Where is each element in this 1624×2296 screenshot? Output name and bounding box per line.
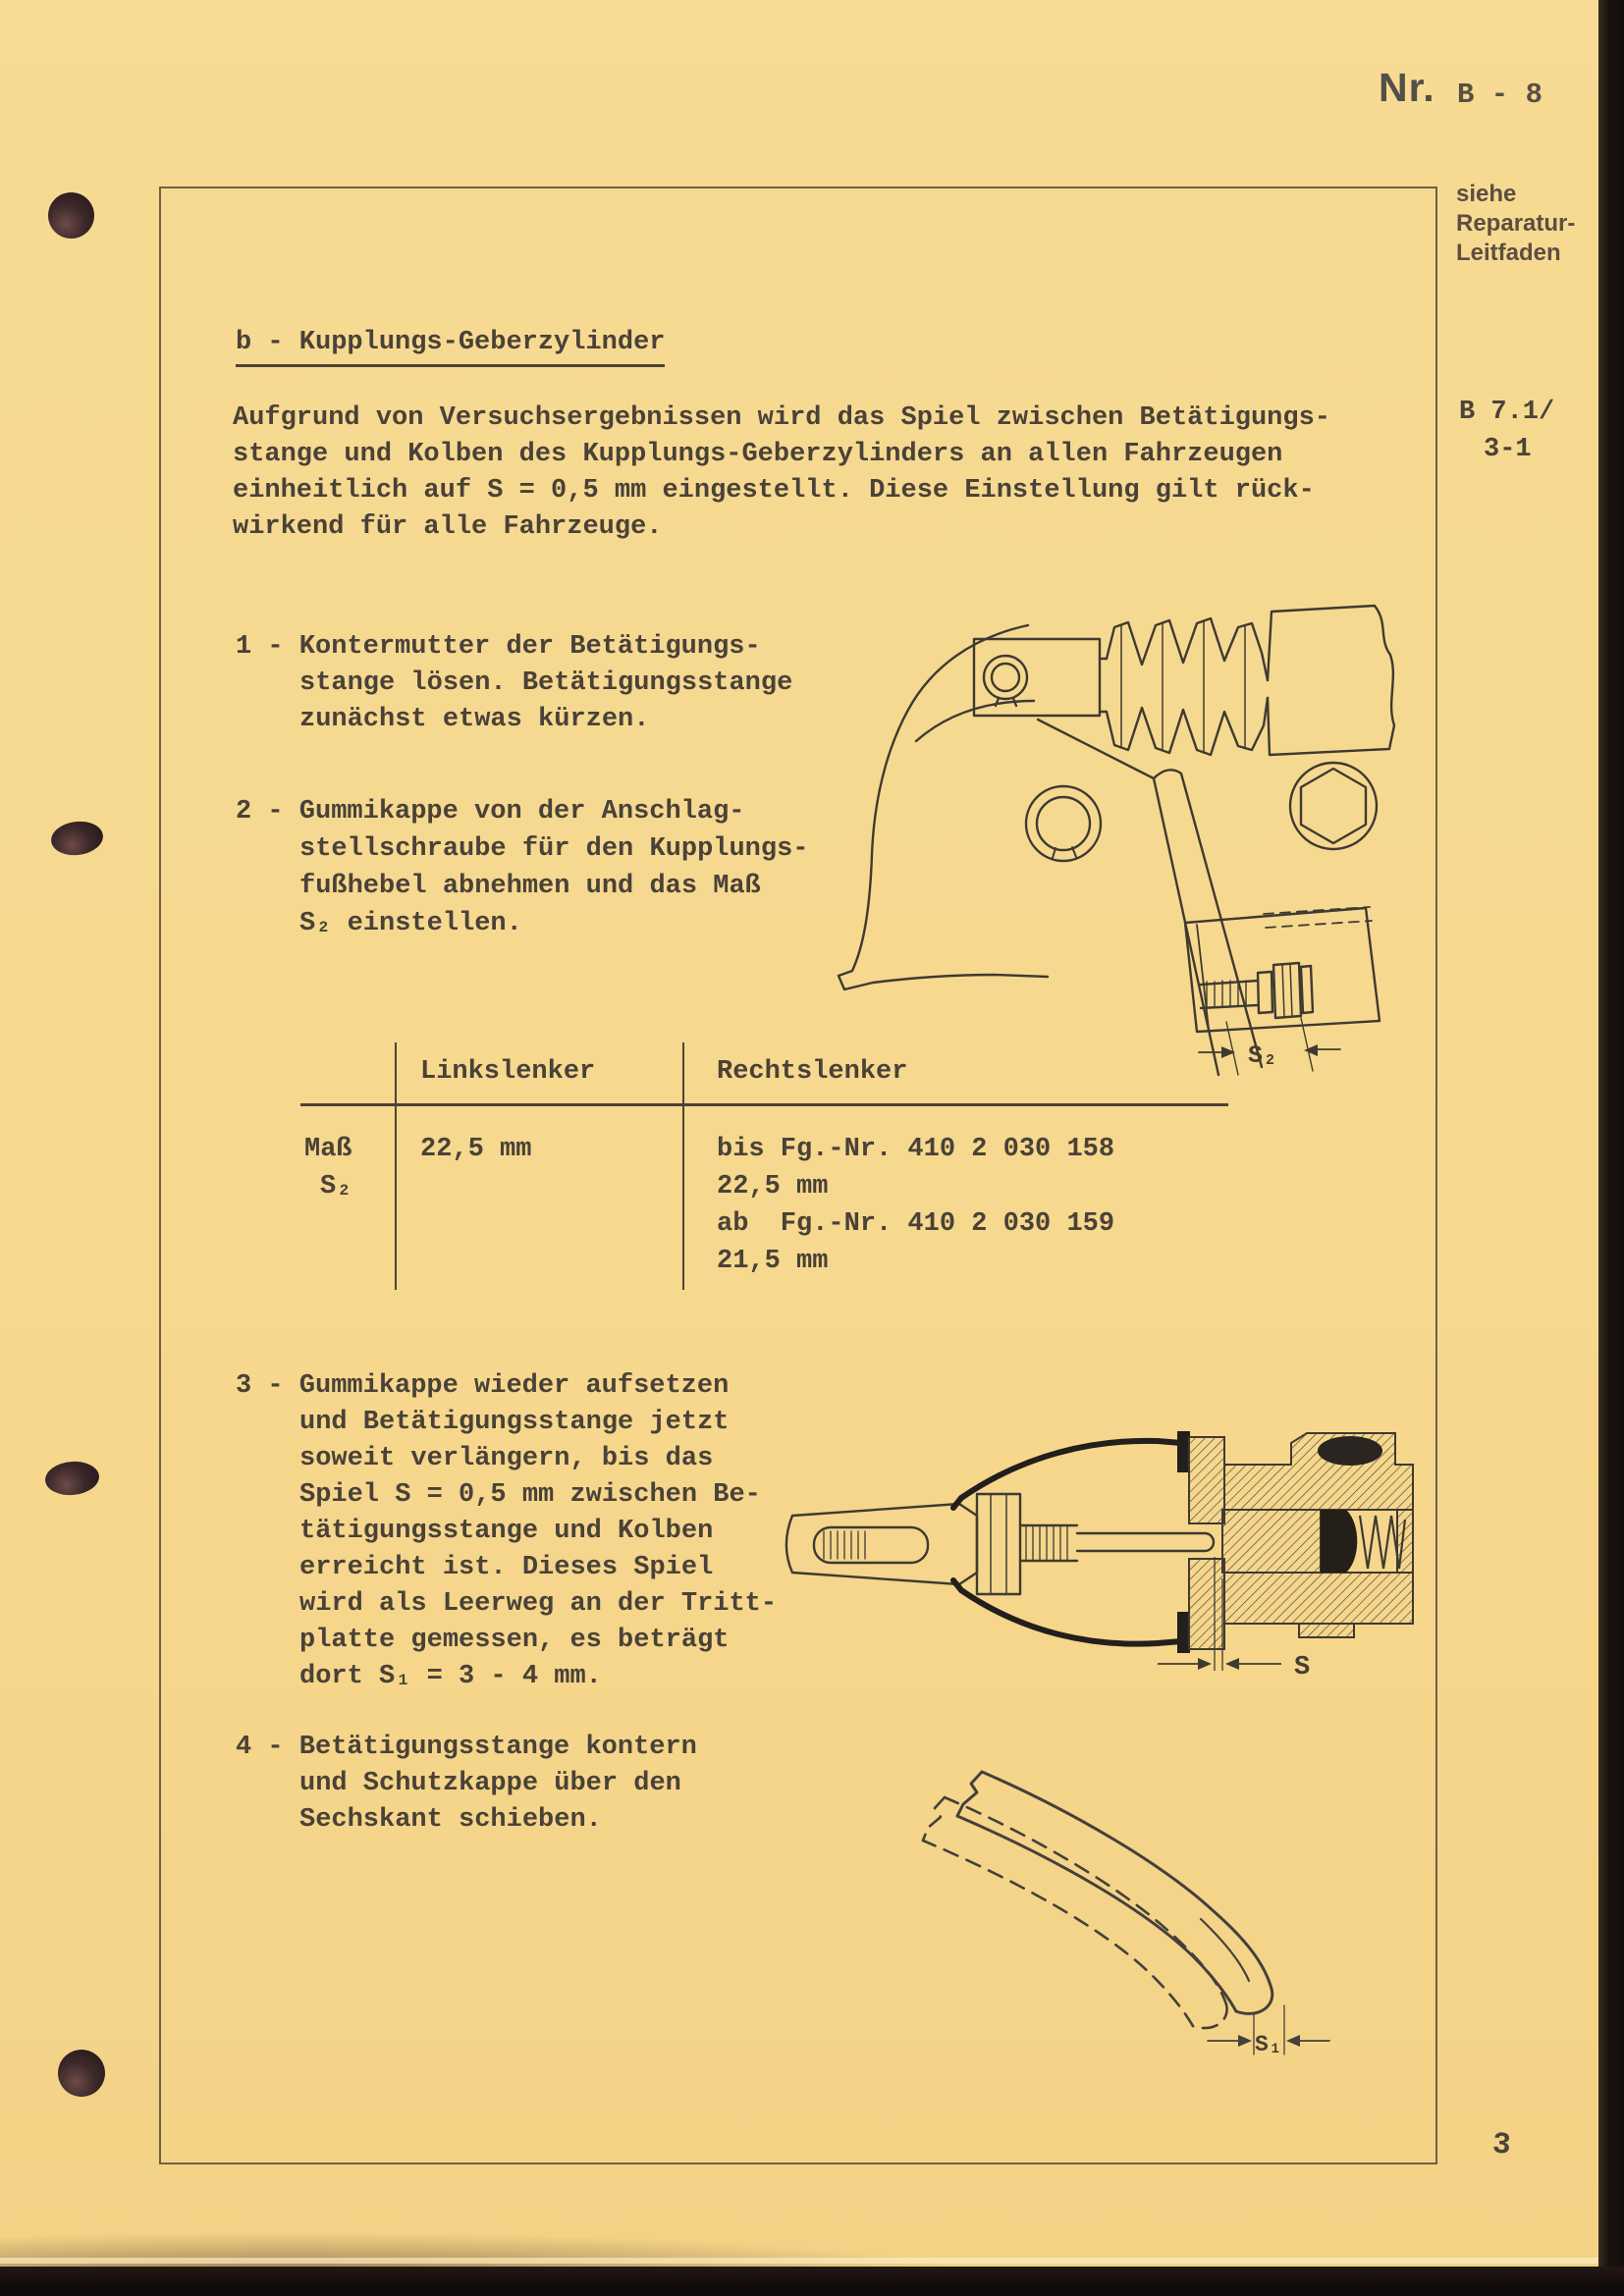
- see-note-line: Leitfaden: [1456, 240, 1561, 266]
- step-line: zunächst etwas kürzen.: [299, 705, 650, 734]
- reservoir-seal: [1318, 1436, 1382, 1466]
- dim-arrow-right: [1221, 1046, 1235, 1058]
- dim-arrow-right: [1238, 2035, 1252, 2047]
- step-line: 1 - Kontermutter der Betätigungs-: [236, 632, 761, 662]
- step-3: [236, 1368, 777, 1695]
- punch-hole-3: [44, 1460, 101, 1498]
- step-line: soweit verlängern, bis das: [299, 1444, 714, 1473]
- step-line: und Schutzkappe über den: [299, 1769, 681, 1798]
- dim-arrow-right: [1198, 1658, 1212, 1670]
- table-row-label: Maß S₂: [304, 1135, 352, 1201]
- dim-label-s2: S₂: [1248, 1041, 1278, 1070]
- page-number: 3: [1490, 2127, 1512, 2163]
- step-line: fußhebel abnehmen und das Maß: [299, 872, 761, 901]
- step-2: [236, 793, 808, 942]
- table-rule-vertical-1: [395, 1042, 397, 1290]
- see-note: [1456, 180, 1575, 268]
- paper-edge-highlight: [0, 2258, 1610, 2264]
- step-line: dort S₁ = 3 - 4 mm.: [299, 1662, 602, 1691]
- intro-line: einheitlich auf S = 0,5 mm eingestellt. Diese Einstellung gilt rück-: [233, 476, 1315, 506]
- reference-note-line1: B 7.1/: [1459, 398, 1555, 427]
- step-line: platte gemessen, es beträgt: [299, 1626, 730, 1655]
- intro-line: Aufgrund von Versuchsergebnissen wird das Spiel zwischen Betätigungs-: [233, 403, 1330, 433]
- dim-arrow-left: [1225, 1658, 1239, 1670]
- step-line: Sechskant schieben.: [299, 1805, 602, 1835]
- piston-seal: [1321, 1510, 1357, 1573]
- figure-pedal-bracket: [810, 582, 1419, 1078]
- intro-line: stange und Kolben des Kupplungs-Geberzylinders an allen Fahrzeugen: [233, 440, 1283, 469]
- doc-number-prefix: Nr.: [1379, 65, 1435, 110]
- step-line: Spiel S = 0,5 mm zwischen Be-: [299, 1480, 761, 1510]
- scan-smear: [0, 2232, 962, 2271]
- table-cell-left: 22,5 mm: [420, 1135, 532, 1164]
- see-note-line: Reparatur-: [1456, 210, 1576, 237]
- step-line: S₂ einstellen.: [299, 909, 522, 938]
- dim-label-s: S: [1294, 1653, 1311, 1682]
- reference-note-line2: 3-1: [1484, 435, 1532, 464]
- see-note-line: siehe: [1456, 181, 1517, 207]
- doc-number: B - 8: [1457, 79, 1543, 111]
- step-1: [236, 629, 792, 738]
- table-header-left: Linkslenker: [420, 1057, 596, 1087]
- step-line: 3 - Gummikappe wieder aufsetzen: [236, 1371, 730, 1401]
- step-4: [236, 1730, 697, 1839]
- punch-hole-1: [48, 192, 94, 239]
- step-line: stange lösen. Betätigungsstange: [299, 668, 793, 698]
- figure-pedal-travel: [862, 1711, 1338, 2069]
- spec-table: [300, 1048, 1228, 1296]
- step-line: tätigungsstange und Kolben: [299, 1517, 714, 1546]
- section-heading: b - Kupplungs-Geberzylinder: [236, 328, 665, 367]
- table-rule-vertical-2: [682, 1042, 684, 1290]
- step-line: stellschraube für den Kupplungs-: [299, 834, 809, 864]
- table-cell-right: bis Fg.-Nr. 410 2 030 158 22,5 mm ab Fg.-Nr. 410 2 030 159 21,5 mm: [717, 1135, 1115, 1276]
- scan-edge-bottom: [0, 2267, 1624, 2296]
- step-line: und Betätigungsstange jetzt: [299, 1408, 730, 1437]
- step-line: erreicht ist. Dieses Spiel: [299, 1553, 714, 1582]
- step-line: wird als Leerweg an der Tritt-: [299, 1589, 778, 1619]
- intro-line: wirkend für alle Fahrzeuge.: [233, 512, 663, 542]
- dim-arrow-left: [1286, 2035, 1300, 2047]
- step-line: 2 - Gummikappe von der Anschlag-: [236, 797, 745, 827]
- table-header-right: Rechtslenker: [717, 1057, 908, 1087]
- figure-cylinder-section: [761, 1376, 1429, 1705]
- scan-edge-right: [1598, 0, 1624, 2296]
- dim-arrow-left: [1304, 1044, 1318, 1056]
- step-line: 4 - Betätigungsstange kontern: [236, 1733, 697, 1762]
- table-rule-horizontal: [300, 1103, 1228, 1106]
- punch-hole-4: [58, 2050, 105, 2097]
- intro-paragraph: [233, 400, 1330, 546]
- dim-label-s1: S₁: [1255, 2032, 1282, 2057]
- punch-hole-2: [49, 819, 105, 858]
